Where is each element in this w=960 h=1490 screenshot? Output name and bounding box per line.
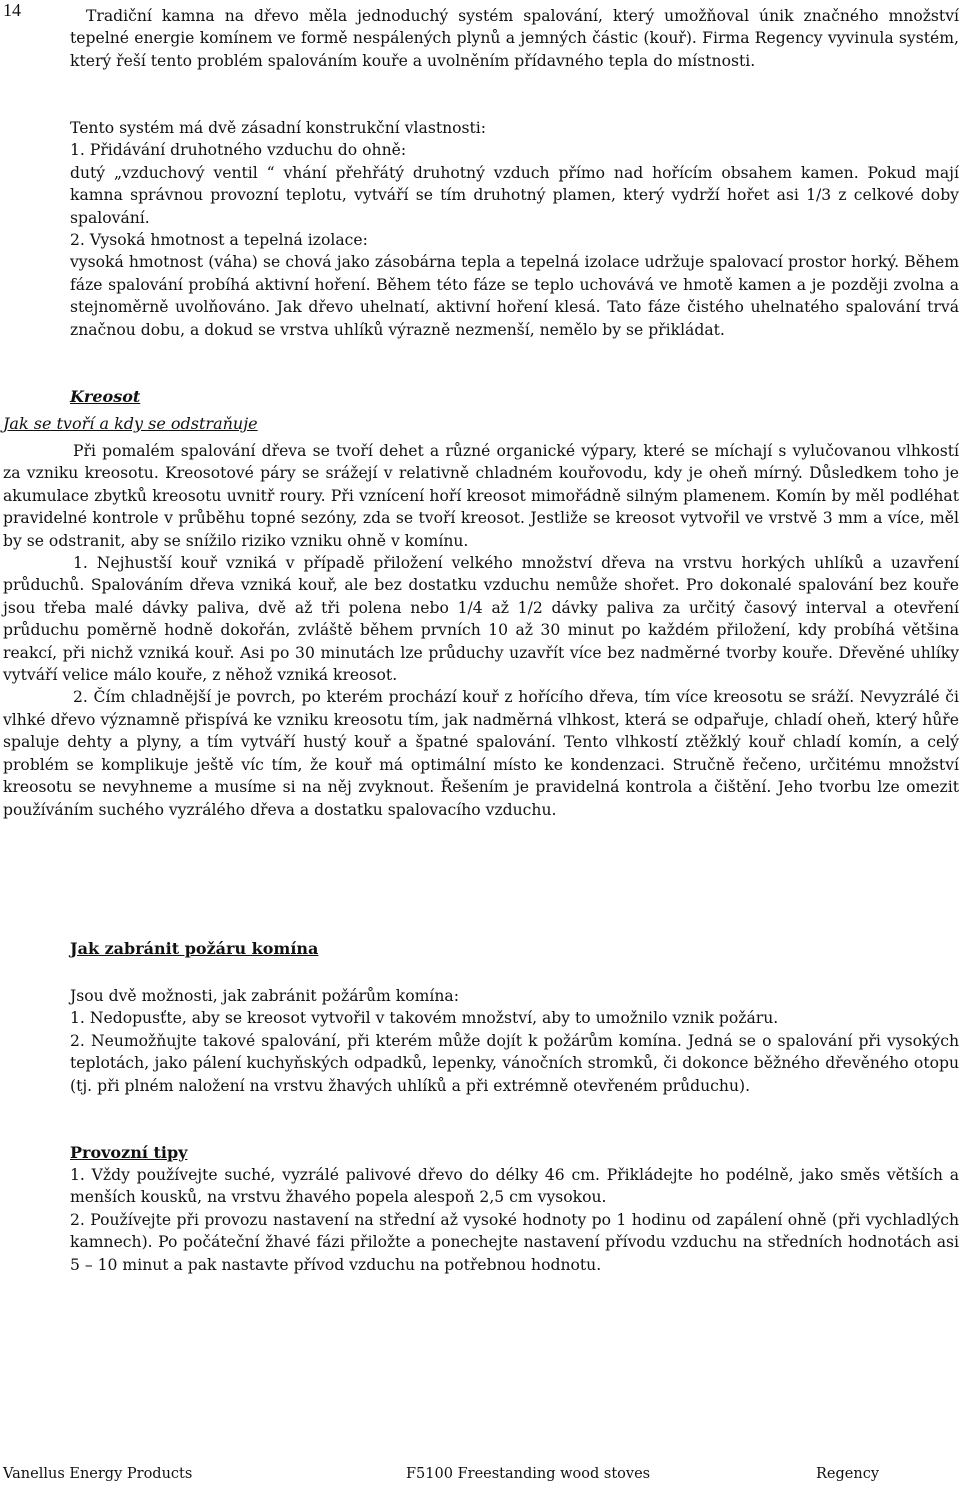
chimney-fire-section	[70, 985, 959, 1097]
intro-section	[70, 5, 959, 72]
chimney-fire-item-1: 1. Nedopusťte, aby se kreosot vytvořil v takovém množství, aby to umožnilo vznik požáru.	[70, 1009, 779, 1028]
tips-heading: Provozní tipy	[70, 1143, 188, 1162]
feature-2-title: 2. Vysoká hmotnost a tepelná izolace:	[70, 231, 368, 250]
chimney-fire-intro: Jsou dvě možnosti, jak zabránit požárům komína:	[70, 987, 459, 1005]
footer-left: Vanellus Energy Products	[3, 1466, 193, 1482]
intro-paragraph-text: Tradiční kamna na dřevo měla jednoduchý systém spalování, který umožňoval únik značného množství tepelné energie komínem ve formě nespálených plynů a jemných částic (kouř). Firma Regency vyvinula systém, který řeší tento problém spalováním kouře a uvolněním přídavného tepla do místnosti.	[70, 7, 959, 70]
feature-1-text: dutý „vzduchový ventil “ vhání přehřátý druhotný vzduch přímo nad hořícím obsahem kamen. Pokud mají kamna správnou provozní teplotu, vytváří se tím druhotný plamen, který vydrží hořet asi 1/3 z celkové doby spalování.	[70, 163, 959, 227]
tips-item-2: 2. Používejte při provozu nastavení na střední až vysoké hodnoty po 1 hodinu od zapálení ohně (při vychladlých kamnech). Po počáteční žhavé fázi přiložte a ponechejte nastavení přívodu vzduchu na středních hodnotách asi 5 – 10 minut a pak nastavte přívod vzduchu na potřebnou hodnotu.	[70, 1210, 959, 1274]
chimney-fire-item-2: 2. Neumožňujte takové spalování, při kterém může dojít k požárům komína. Jedná se o spalování při vysokých teplotách, jako pálení kuchyňských odpadků, lepenky, vánočních stromků, či dokonce běžného dřevěného otopu (tj. při plném naložení na vrstvu žhavých uhlíků a při extrémně otevřeném průduchu).	[70, 1031, 959, 1095]
intro-features-title: Tento systém má dvě zásadní konstrukční vlastnosti:	[70, 119, 487, 137]
feature-2-text: vysoká hmotnost (váha) se chová jako zásobárna tepla a tepelná izolace udržuje spalovací prostor horký. Během fáze spalování probíhá aktivní hoření. Během této fáze se teplo uchovává ve hmotě kamen a je později zvolna a stejnoměrně uvolňováno. Jak dřevo uhelnatí, aktivní hoření klesá. Tato fáze čistého uhelnatého spalování trvá značnou dobu, a dokud se vrstva uhlíků výrazně nezmenší, nemělo by se přikládat.	[70, 253, 959, 339]
footer-right: Regency	[816, 1466, 880, 1482]
intro-line-2	[70, 117, 959, 341]
tips-section	[70, 1164, 959, 1276]
intro-paragraph	[3, 5, 959, 72]
tips-item-1: 1. Vždy používejte suché, vyzrálé palivové dřevo do délky 46 cm. Přikládejte ho podélně, jako směs větších a menších kousků, na vrstvu žhavého popela alespoň 2,5 cm vysokou.	[70, 1166, 959, 1207]
feature-1-title: 1. Přidávání druhotného vzduchu do ohně:	[70, 141, 407, 160]
kreosot-heading: Kreosot	[70, 387, 141, 406]
kreosot-paragraph-3: 2. Čím chladnější je povrch, po kterém prochází kouř z hořícího dřeva, tím více kreosotu se sráží. Nevyzrálé či vlhké dřevo významně přispívá ke vzniku kreosotu tím, jak nadměrná vlhkost, která se odpařuje, chladí oheň, který hůře spaluje dehty a plyny, a tím vytváří hustý kouř a špatné spalování. Tento vlhkostí ztěžklý kouř chladí komín, a celý problém se komplikuje ještě víc tím, že kouř má optimální místo ke kondenzaci. Stručně řečeno, určitému množství kreosotu se nevyhneme a musíme si na něj zvyknout. Řešením je pravidelná kontrola a čištění. Jeho tvorbu lze omezit používáním suchého vyzrálého dřeva a dostatku spalovacího vzduchu.	[3, 688, 959, 819]
kreosot-section	[3, 440, 959, 821]
kreosot-subheading: Jak se tvoří a kdy se odstraňuje	[3, 414, 258, 433]
footer-center: F5100 Freestanding wood stoves	[406, 1466, 651, 1482]
page-number: 14	[3, 0, 21, 20]
kreosot-paragraph-1: Při pomalém spalování dřeva se tvoří dehet a různé organické výpary, které se míchají s vylučovanou vlhkostí za vzniku kreosotu. Kreosotové páry se srážejí v relativně chladném kouřovodu, kdy je oheň mírný. Důsledkem toho je akumulace zbytků kreosotu uvnitř roury. Při vznícení hoří kreosot mimořádně silným plamenem. Komín by měl podléhat pravidelné kontrole v průběhu topné sezóny, zda se tvoří kreosot. Jestliže se kreosot vytvořil ve vrstvě 3 mm a více, měl by se odstranit, aby se snížilo riziko vzniku ohně v komínu.	[3, 442, 959, 550]
kreosot-paragraph-2: 1. Nejhustší kouř vzniká v případě přiložení velkého množství dřeva na vrstvu horkých uhlíků a uzavření průduchů. Spalováním dřeva vzniká kouř, ale bez dostatku vzduchu nemůže shořet. Pro dokonalé spalování bez kouře jsou třeba malé dávky paliva, dvě až tři polena nebo 1/4 až 1/2 dávky paliva za určitý časový interval a otevření průduchu poměrně hodně dokořán, zvláště během prvních 10 až 30 minut po každém přiložení, kdy probíhá většina reakcí, při nichž vzniká kouř. Asi po 30 minutách lze průduchy uzavřít více bez nadměrné tvorby kouře. Dřevěné uhlíky vytváří velice málo kouře, z něhož vzniká kreosot.	[3, 554, 959, 685]
chimney-fire-heading: Jak zabránit požáru komína	[70, 939, 319, 958]
